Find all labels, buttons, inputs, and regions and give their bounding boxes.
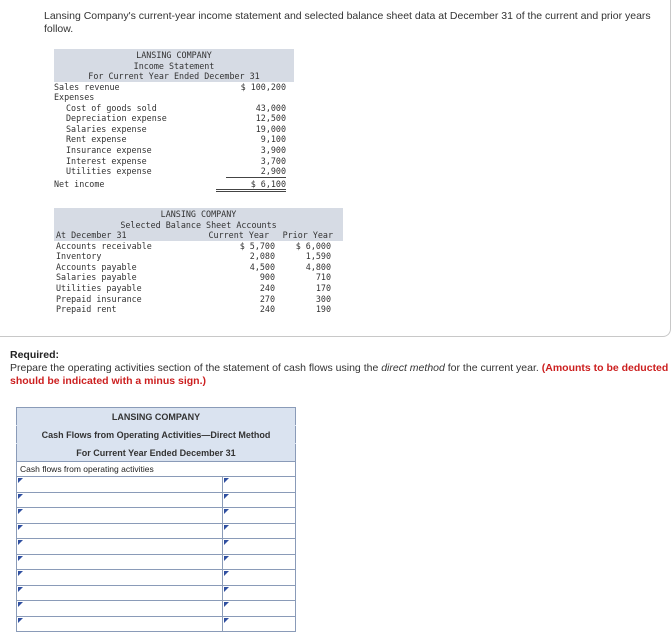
cf-company: LANSING COMPANY bbox=[17, 408, 296, 426]
bs-row-current: $ 5,700 bbox=[239, 240, 275, 251]
is-expense-value: 19,000 bbox=[255, 123, 286, 134]
cf-title: Cash Flows from Operating Activities—Direct Method bbox=[17, 426, 296, 444]
bs-col-current: Current Year bbox=[208, 230, 269, 240]
cf-period: For Current Year Ended December 31 bbox=[17, 444, 296, 462]
bs-row-label: Prepaid insurance bbox=[56, 293, 142, 304]
cf-entry-row bbox=[17, 539, 296, 555]
is-expense-label: Interest expense bbox=[66, 155, 147, 166]
dropdown-marker-icon bbox=[18, 618, 23, 623]
balance-sheet-header bbox=[54, 208, 343, 230]
cf-header-row bbox=[17, 408, 296, 426]
dropdown-marker-icon bbox=[18, 478, 23, 483]
bs-row-label: Prepaid rent bbox=[56, 304, 117, 315]
cf-account-select[interactable] bbox=[17, 508, 223, 524]
input-marker-icon bbox=[224, 571, 229, 576]
is-expense-row bbox=[54, 156, 294, 167]
is-expenses-label: Expenses bbox=[54, 92, 95, 103]
dropdown-marker-icon bbox=[18, 509, 23, 514]
income-statement bbox=[54, 49, 294, 189]
bs-col-date: At December 31 bbox=[56, 230, 127, 240]
cf-account-select[interactable] bbox=[17, 523, 223, 539]
bs-row-current: 2,080 bbox=[249, 251, 275, 262]
cf-header-row bbox=[17, 426, 296, 444]
cf-account-select[interactable] bbox=[17, 570, 223, 586]
required-note: (Amounts to be deducted should be indicated with a minus sign.) bbox=[10, 362, 669, 387]
bs-row bbox=[54, 241, 343, 252]
is-expense-value: 3,700 bbox=[260, 155, 286, 166]
input-marker-icon bbox=[224, 494, 229, 499]
income-statement-header bbox=[54, 49, 294, 82]
bs-row-label: Utilities payable bbox=[56, 282, 142, 293]
bs-row bbox=[54, 272, 343, 283]
is-expense-value: 9,100 bbox=[260, 134, 286, 145]
dropdown-marker-icon bbox=[18, 494, 23, 499]
cf-entry-row bbox=[17, 523, 296, 539]
bs-col-prior: Prior Year bbox=[282, 230, 333, 240]
cf-amount-input[interactable] bbox=[222, 570, 295, 586]
bs-row-current: 240 bbox=[259, 304, 275, 315]
cf-account-select[interactable] bbox=[17, 616, 223, 632]
cf-entry-row bbox=[17, 570, 296, 586]
input-marker-icon bbox=[224, 556, 229, 561]
bs-row-prior: 710 bbox=[315, 272, 331, 283]
is-expense-row bbox=[54, 113, 294, 124]
bs-row-current: 4,500 bbox=[249, 261, 275, 272]
is-expense-label: Utilities expense bbox=[66, 166, 152, 177]
bs-row-prior: 170 bbox=[315, 282, 331, 293]
bs-row-label: Inventory bbox=[56, 251, 102, 262]
is-expense-row bbox=[54, 145, 294, 156]
input-marker-icon bbox=[224, 618, 229, 623]
cf-header-row bbox=[17, 444, 296, 462]
required-text bbox=[10, 362, 671, 388]
cf-account-select[interactable] bbox=[17, 477, 223, 493]
is-expense-value: 3,900 bbox=[260, 145, 286, 156]
required-instructions bbox=[10, 349, 671, 388]
dropdown-marker-icon bbox=[18, 602, 23, 607]
is-expense-row bbox=[54, 124, 294, 135]
cf-entry-row bbox=[17, 616, 296, 632]
cf-amount-input[interactable] bbox=[222, 508, 295, 524]
cf-entry-row bbox=[17, 477, 296, 493]
dropdown-marker-icon bbox=[18, 540, 23, 545]
bs-column-headers bbox=[54, 230, 343, 241]
bs-title: Selected Balance Sheet Accounts bbox=[120, 219, 277, 230]
cf-amount-input[interactable] bbox=[222, 554, 295, 570]
input-marker-icon bbox=[224, 509, 229, 514]
cf-amount-input[interactable] bbox=[222, 539, 295, 555]
is-net-income-value: $ 6,100 bbox=[216, 179, 286, 193]
required-text-part: for the current year. bbox=[444, 362, 542, 374]
bs-row-label: Salaries payable bbox=[56, 272, 137, 283]
is-company: LANSING COMPANY bbox=[136, 50, 212, 60]
cf-amount-input[interactable] bbox=[222, 616, 295, 632]
cf-section-label: Cash flows from operating activities bbox=[17, 462, 296, 477]
input-marker-icon bbox=[224, 525, 229, 530]
is-sales-value: $ 100,200 bbox=[240, 81, 286, 92]
bs-row bbox=[54, 283, 343, 294]
is-sales-label: Sales revenue bbox=[54, 81, 120, 92]
is-period: For Current Year Ended December 31 bbox=[88, 71, 260, 81]
input-marker-icon bbox=[224, 478, 229, 483]
bs-row-prior: 190 bbox=[315, 304, 331, 315]
is-expense-label: Rent expense bbox=[66, 134, 127, 145]
required-text-part: Prepare the operating activities section of the statement of cash flows using the bbox=[10, 362, 382, 374]
cf-amount-input[interactable] bbox=[222, 585, 295, 601]
bs-row-label: Accounts payable bbox=[56, 261, 137, 272]
intro-text: Lansing Company's current-year income statement and selected balance sheet data at December 31 of the current and prior years follow. bbox=[44, 10, 651, 35]
cf-section-row bbox=[17, 462, 296, 477]
bs-row-current: 900 bbox=[259, 272, 275, 283]
bs-row-prior: $ 6,000 bbox=[295, 240, 331, 251]
cf-amount-input[interactable] bbox=[222, 492, 295, 508]
bs-row-prior: 1,590 bbox=[305, 251, 331, 262]
bs-row-prior: 300 bbox=[315, 293, 331, 304]
is-expense-label: Depreciation expense bbox=[66, 113, 167, 124]
is-expense-label: Salaries expense bbox=[66, 123, 147, 134]
required-title: Required: bbox=[10, 349, 60, 361]
is-expense-row bbox=[54, 103, 294, 114]
is-expense-label: Insurance expense bbox=[66, 145, 152, 156]
bs-row-label: Accounts receivable bbox=[56, 240, 152, 251]
bs-row bbox=[54, 262, 343, 273]
bs-row bbox=[54, 251, 343, 262]
is-sales-row bbox=[54, 82, 294, 93]
cf-entry-row bbox=[17, 508, 296, 524]
input-marker-icon bbox=[224, 602, 229, 607]
cf-amount-input[interactable] bbox=[222, 601, 295, 617]
input-marker-icon bbox=[224, 540, 229, 545]
is-expenses-row bbox=[54, 92, 294, 103]
bs-row-current: 240 bbox=[259, 282, 275, 293]
required-emphasis: direct method bbox=[381, 362, 445, 374]
balance-sheet-accounts bbox=[54, 208, 343, 315]
dropdown-marker-icon bbox=[18, 571, 23, 576]
cf-account-select[interactable] bbox=[17, 585, 223, 601]
is-expense-value: 2,900 bbox=[226, 166, 286, 178]
dropdown-marker-icon bbox=[18, 525, 23, 530]
dropdown-marker-icon bbox=[18, 587, 23, 592]
bs-row bbox=[54, 294, 343, 305]
cf-account-select[interactable] bbox=[17, 554, 223, 570]
cf-account-select[interactable] bbox=[17, 539, 223, 555]
cf-amount-input[interactable] bbox=[222, 477, 295, 493]
cash-flow-worksheet bbox=[16, 407, 296, 632]
cf-amount-input[interactable] bbox=[222, 523, 295, 539]
cf-account-select[interactable] bbox=[17, 492, 223, 508]
is-expense-row bbox=[54, 134, 294, 145]
bs-row bbox=[54, 304, 343, 315]
bs-row-prior: 4,800 bbox=[305, 261, 331, 272]
is-expense-label: Cost of goods sold bbox=[66, 102, 157, 113]
bs-company: LANSING COMPANY bbox=[160, 209, 237, 219]
is-title: Income Statement bbox=[133, 60, 215, 71]
input-marker-icon bbox=[224, 587, 229, 592]
is-expense-value: 43,000 bbox=[255, 102, 286, 113]
cf-account-select[interactable] bbox=[17, 601, 223, 617]
is-net-income-row bbox=[54, 179, 294, 190]
is-expense-value: 12,500 bbox=[255, 113, 286, 124]
cf-entry-row bbox=[17, 585, 296, 601]
cf-entry-row bbox=[17, 601, 296, 617]
dropdown-marker-icon bbox=[18, 556, 23, 561]
bs-row-current: 270 bbox=[259, 293, 275, 304]
cf-entry-row bbox=[17, 554, 296, 570]
is-expense-row bbox=[54, 166, 294, 177]
is-net-income-label: Net income bbox=[54, 178, 105, 189]
cf-entry-row bbox=[17, 492, 296, 508]
